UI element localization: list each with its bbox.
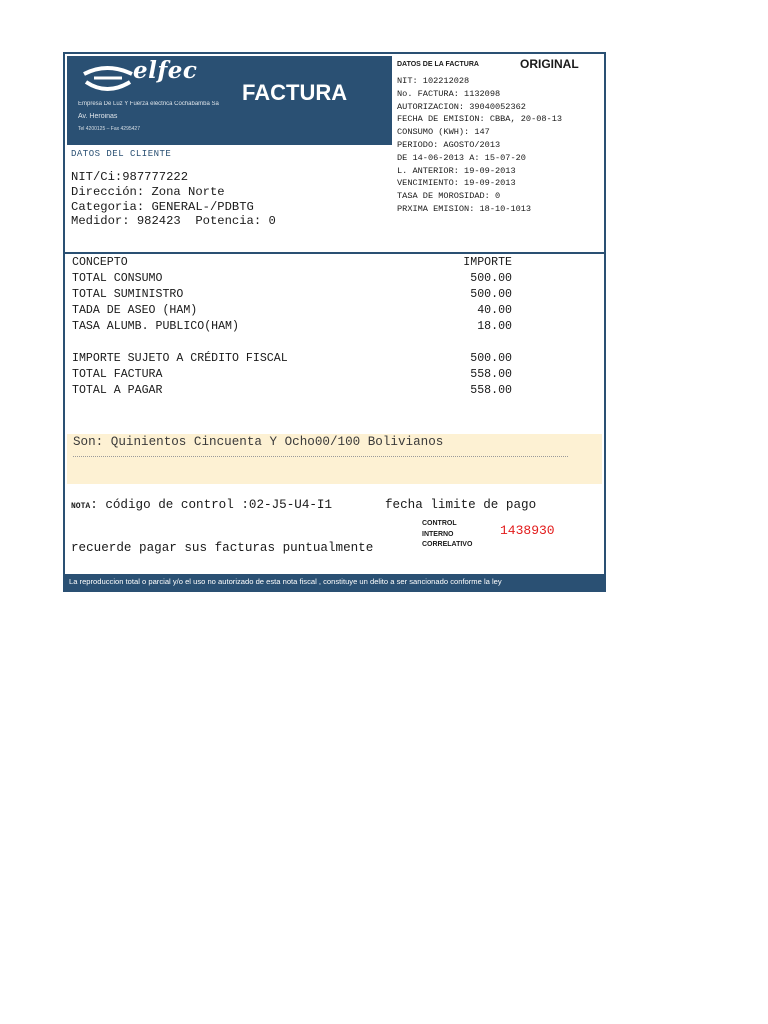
logo-text: elfec bbox=[133, 57, 198, 84]
table-row bbox=[72, 319, 522, 335]
total-label: IMPORTE SUJETO A CRÉDITO FISCAL bbox=[72, 352, 288, 365]
concept-amount: 500.00 bbox=[470, 288, 512, 301]
total-row bbox=[72, 367, 522, 383]
amount-header: IMPORTE bbox=[463, 256, 512, 269]
client-nit: NIT/Ci:987777222 bbox=[71, 170, 189, 184]
company-phone: Tel 4200125 – Fax 4295427 bbox=[78, 126, 140, 132]
table-header bbox=[72, 255, 522, 271]
meta-line: No. FACTURA: 1132098 bbox=[397, 88, 501, 99]
meta-line: TASA DE MOROSIDAD: 0 bbox=[397, 191, 501, 202]
company-address: Av. Heroinas bbox=[78, 113, 118, 120]
company-name: Empresa De Luz Y Fuerza eléctrica Cochabamba Sa bbox=[78, 101, 219, 107]
invoice-data bbox=[397, 75, 597, 216]
payment-reminder: recuerde pagar sus facturas puntualmente bbox=[71, 541, 374, 555]
meta-line: VENCIMIENTO: 19-09-2013 bbox=[397, 178, 516, 189]
document-title: FACTURA bbox=[242, 80, 348, 105]
concept-amount: 40.00 bbox=[477, 304, 512, 317]
total-row bbox=[72, 351, 522, 367]
client-section-title: DATOS DEL CLIENTE bbox=[71, 149, 172, 159]
meta-line: NIT: 102212028 bbox=[397, 76, 470, 86]
invoice bbox=[63, 52, 606, 592]
original-label: ORIGINAL bbox=[520, 57, 579, 71]
client-details bbox=[71, 170, 276, 229]
meta-line: PERIODO: AGOSTO/2013 bbox=[397, 139, 501, 150]
total-label: TOTAL FACTURA bbox=[72, 368, 163, 381]
total-amount: 500.00 bbox=[470, 352, 512, 365]
meta-line: L. ANTERIOR: 19-09-2013 bbox=[397, 165, 516, 176]
client-meter: Medidor: 982423 Potencia: 0 bbox=[71, 214, 276, 229]
meta-line: FECHA DE EMISION: CBBA, 20-08-13 bbox=[397, 114, 563, 125]
total-row bbox=[72, 383, 522, 399]
section-divider bbox=[65, 252, 604, 254]
concept-header: CONCEPTO bbox=[72, 256, 128, 269]
concept-label: TOTAL CONSUMO bbox=[72, 272, 163, 285]
table-row bbox=[72, 287, 522, 303]
brand-panel bbox=[67, 56, 392, 145]
note-label: NOTA bbox=[71, 502, 91, 511]
due-date-label: fecha limite de pago bbox=[385, 498, 537, 512]
concepts-table bbox=[72, 255, 522, 399]
dotted-line bbox=[73, 456, 568, 457]
total-label: TOTAL A PAGAR bbox=[72, 384, 163, 397]
invoice-data-title: DATOS DE LA FACTURA bbox=[397, 61, 479, 68]
meta-line: CONSUMO (KWH): 147 bbox=[397, 127, 490, 138]
control-code: : código de control :02-J5-U4-I1 bbox=[90, 498, 333, 512]
legal-footer: La reproduccion total o parcial y/o el uso no autorizado de esta nota fiscal , constituye un delito a ser sancionado conforme la ley bbox=[65, 574, 604, 590]
client-address: Dirección: Zona Norte bbox=[71, 184, 225, 199]
concept-label: TASA ALUMB. PUBLICO(HAM) bbox=[72, 320, 239, 333]
meta-line: PRXIMA EMISION: 18-10-1013 bbox=[397, 203, 532, 214]
concept-label: TOTAL SUMINISTRO bbox=[72, 288, 184, 301]
concept-amount: 500.00 bbox=[470, 272, 512, 285]
note-line bbox=[71, 498, 332, 512]
internal-control-number: 1438930 bbox=[500, 523, 555, 538]
total-amount: 558.00 bbox=[470, 368, 512, 381]
concept-amount: 18.00 bbox=[477, 320, 512, 333]
elfec-logo-icon bbox=[80, 64, 135, 94]
client-category: Categoria: GENERAL-/PDBTG bbox=[71, 199, 254, 214]
total-amount: 558.00 bbox=[470, 384, 512, 397]
meta-line: DE 14-06-2013 A: 15-07-20 bbox=[397, 152, 526, 163]
table-row bbox=[72, 271, 522, 287]
amount-in-words-box bbox=[67, 434, 602, 484]
internal-control-label: CONTROL INTERNO CORRELATIVO bbox=[422, 520, 473, 548]
table-row bbox=[72, 303, 522, 319]
meta-line: AUTORIZACION: 39040052362 bbox=[397, 101, 526, 112]
concept-label: TADA DE ASEO (HAM) bbox=[72, 304, 198, 317]
amount-in-words: Son: Quinientos Cincuenta Y Ocho00/100 Bolivianos bbox=[73, 435, 444, 449]
